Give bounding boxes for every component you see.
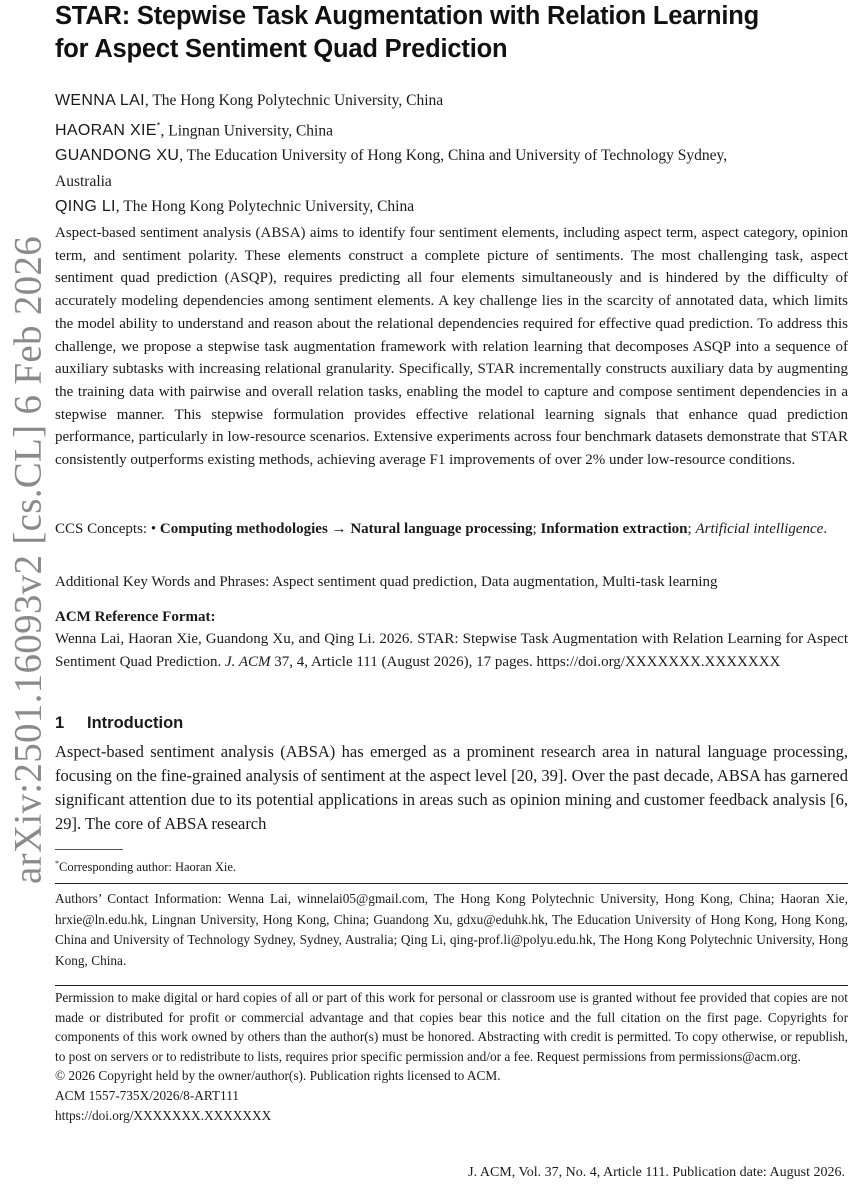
page-footer: J. ACM, Vol. 37, No. 4, Article 111. Publication date: August 2026. xyxy=(468,1165,845,1180)
footnote xyxy=(55,855,236,876)
author-entry xyxy=(55,114,847,144)
acm-reference-format xyxy=(55,606,848,673)
keywords: Additional Key Words and Phrases: Aspect sentiment quad prediction, Data augmentation, Multi-task learning xyxy=(55,574,718,590)
section-heading-introduction xyxy=(55,714,183,733)
author-entry xyxy=(55,88,847,114)
reference-text: Wenna Lai, Haoran Xie, Guandong Xu, and Qing Li. 2026. STAR: Stepwise Task Augmentation with Relation Learning for Aspect Sentiment Quad Prediction. xyxy=(55,631,848,670)
paper-title xyxy=(55,0,847,66)
footnote-text: Corresponding author: Haoran Xie. xyxy=(59,860,237,875)
author-list xyxy=(55,88,847,220)
author-name xyxy=(55,122,161,139)
ccs-concept: Natural language processing xyxy=(350,521,533,537)
permission-text: Permission to make digital or hard copies of all or part of this work for personal or classroom use is granted without fee provided that copies are not made or distributed for profit or commercial advantage and that copies bear this notice and the full citation on the first page. Copyrights for components of this work owned by others than the author(s) must be honored. Abstracting with credit is permitted. To copy otherwise, or republish, to post on servers or to redistribute to lists, requires prior specific permission and/or a fee. Request permissions from permissions@acm.org. xyxy=(55,990,848,1064)
author-name: GUANDONG XU xyxy=(55,147,180,165)
ccs-bullet: • xyxy=(150,521,160,537)
footnote-divider xyxy=(55,849,123,850)
permission-block xyxy=(55,988,848,1125)
ccs-concept: Information extraction xyxy=(540,521,688,537)
arxiv-identifier-stamp xyxy=(2,200,54,920)
copyright-line: © 2026 Copyright held by the owner/author(s). Publication rights licensed to ACM. xyxy=(55,1068,501,1084)
arrow-icon: → xyxy=(327,521,351,537)
author-affiliation: , The Hong Kong Polytechnic University, China xyxy=(115,198,415,216)
author-entry xyxy=(55,194,847,220)
ccs-end: . xyxy=(823,521,828,537)
author-affiliation: , Lingnan University, China xyxy=(160,121,333,139)
arxiv-identifier-text: arXiv:2501.16093v2 [cs.CL] 6 Feb 2026 xyxy=(6,235,50,885)
title-line-1: STAR: Stepwise Task Augmentation with Relation Learning xyxy=(55,2,760,30)
author-affiliation: , The Education University of Hong Kong, China and University of Technology Sydney, xyxy=(179,147,728,165)
ccs-concept: Artificial intelligence xyxy=(695,521,824,537)
ccs-concepts xyxy=(55,518,848,541)
title-line-2: for Aspect Sentiment Quad Prediction xyxy=(55,35,508,63)
doi-line: https://doi.org/XXXXXXX.XXXXXXX xyxy=(55,1107,272,1123)
contact-divider xyxy=(55,883,848,884)
author-name-text: HAORAN XIE xyxy=(55,121,157,139)
reference-journal: J. ACM xyxy=(224,653,271,670)
section-number: 1 xyxy=(55,714,65,732)
author-entry xyxy=(55,143,847,169)
permission-divider xyxy=(55,985,848,986)
author-affiliation-continued: Australia xyxy=(55,172,112,190)
reference-label: ACM Reference Format: xyxy=(55,609,216,625)
author-name: QING LI xyxy=(55,198,116,216)
reference-text-after: 37, 4, Article 111 (August 2026), 17 pages. https://doi.org/XXXXXXX.XXXXXXX xyxy=(270,653,781,670)
introduction-paragraph: Aspect-based sentiment analysis (ABSA) has emerged as a prominent research area in natural language processing, focusing on the fine-grained analysis of sentiment at the aspect level [20, 39]. Over the past decade, ABSA has garnered significant attention due to its potential applications in areas such as opinion mining and customer feedback analysis [6, 29]. The core of ABSA research xyxy=(55,742,848,833)
section-title: Introduction xyxy=(87,714,184,732)
ccs-separator: ; xyxy=(532,521,541,537)
authors-contact-information: Authors’ Contact Information: Wenna Lai, winnelai05@gmail.com, The Hong Kong Polytechnic University, Hong Kong, China; Haoran Xie, hrxie@ln.edu.hk, Lingnan University, Hong Kong, China; Guandong Xu, gdxu@eduhk.hk, The Education University of Hong Kong, Hong Kong, China and University of Technology Sydney, Sydney, Australia; Qing Li, qing-prof.li@polyu.edu.hk, The Hong Kong Polytechnic University, Hong Kong, China. xyxy=(55,891,848,968)
corresponding-author-mark: * xyxy=(156,120,161,131)
abstract: Aspect-based sentiment analysis (ABSA) aims to identify four sentiment elements, including aspect term, aspect category, opinion term, and sentiment polarity. These elements construct a complete picture of sentiments. The most challenging task, aspect sentiment quad prediction (ASQP), requires predicting all four elements simultaneously and is hindered by the difficulty of accurately modeling dependencies among sentiment elements. A key challenge lies in the scarcity of annotated data, which limits the model ability to understand and reason about the relational dependencies required for effective quad prediction. To address this challenge, we propose a stepwise task augmentation framework with relation learning that decomposes ASQP into a sequence of auxiliary subtasks with increasing relational granularity. Specifically, STAR incrementally constructs auxiliary data by augmenting the training data with pairwise and overall relation tasks, enabling the model to capture and compose sentiment dependencies in a stepwise manner. This stepwise formulation provides effective relational learning signals that enhance quad prediction performance, particularly in low-resource scenarios. Extensive experiments across four benchmark datasets demonstrate that STAR consistently outperforms existing methods, achieving average F1 improvements of over 2% under low-resource conditions. xyxy=(55,225,848,469)
ccs-label: CCS Concepts: xyxy=(55,521,151,537)
footnote-mark: * xyxy=(55,859,59,868)
author-affiliation: , The Hong Kong Polytechnic University, China xyxy=(144,92,444,109)
ccs-concept: Computing methodologies xyxy=(159,521,328,537)
author-name: WENNA LAI xyxy=(55,92,145,109)
paper-page xyxy=(55,0,848,1180)
ccs-separator: ; xyxy=(687,521,696,537)
issn-line: ACM 1557-735X/2026/8-ART111 xyxy=(55,1087,240,1103)
